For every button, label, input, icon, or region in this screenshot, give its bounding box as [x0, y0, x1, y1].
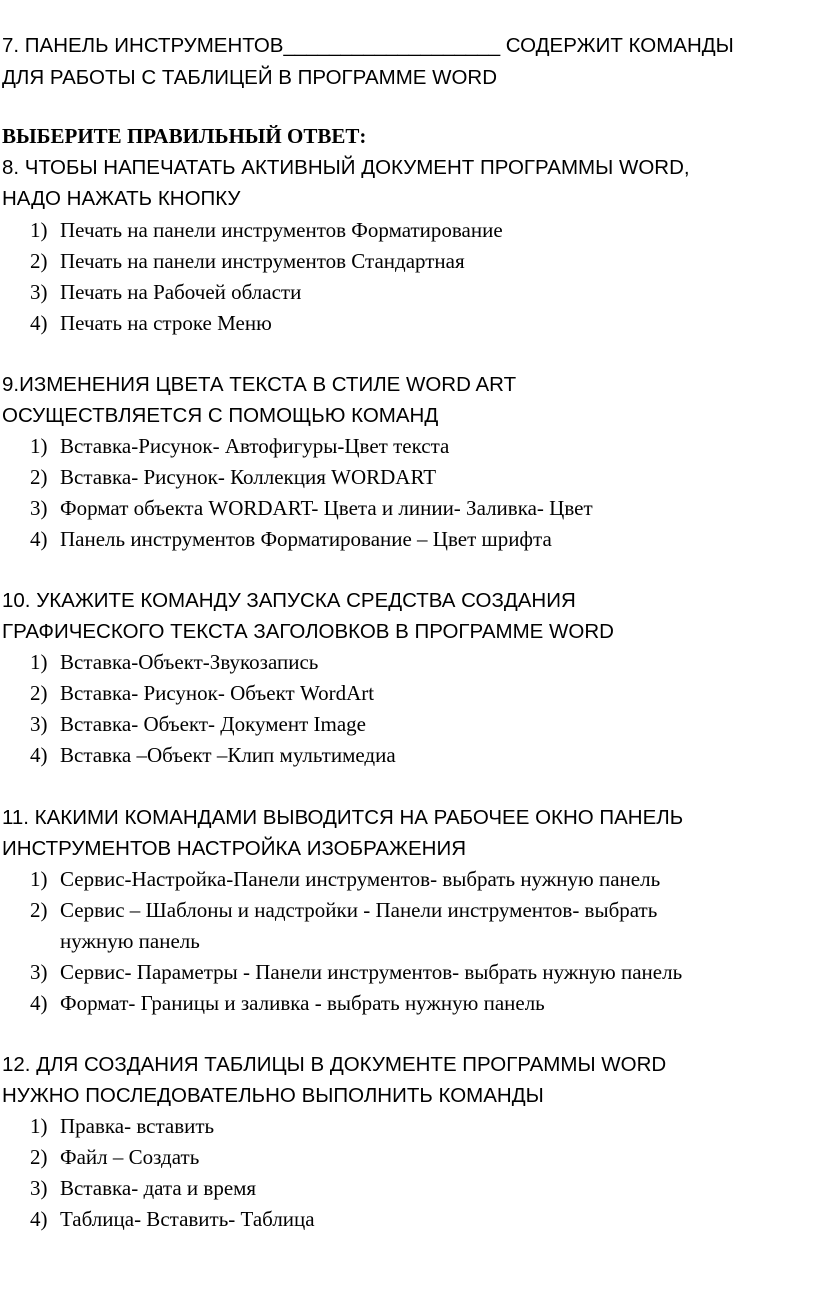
q10-option-4	[30, 740, 396, 771]
option-number: 4)	[30, 991, 48, 1015]
option-text: Вставка-Объект-Звукозапись	[60, 650, 319, 674]
option-number: 3)	[30, 960, 48, 984]
option-number: 4)	[30, 743, 48, 767]
q7-line-1: 7. ПАНЕЛЬ ИНСТРУМЕНТОВ___________________ СОДЕРЖИТ КОМАНДЫ	[2, 34, 734, 57]
q11-line-2: ИНСТРУМЕНТОВ НАСТРОЙКА ИЗОБРАЖЕНИЯ	[2, 837, 466, 860]
option-text: Печать на панели инструментов Стандартная	[60, 249, 465, 273]
q8-option-4	[30, 308, 272, 339]
option-text: Печать на строке Меню	[60, 311, 272, 335]
option-text: Формат- Границы и заливка - выбрать нужную панель	[60, 991, 545, 1015]
option-number: 1)	[30, 434, 48, 458]
q12-line-2: НУЖНО ПОСЛЕДОВАТЕЛЬНО ВЫПОЛНИТЬ КОМАНДЫ	[2, 1084, 544, 1107]
option-text: Файл – Создать	[60, 1145, 200, 1169]
q10-option-1	[30, 647, 318, 678]
q9-line-1: 9.ИЗМЕНЕНИЯ ЦВЕТА ТЕКСТА В СТИЛЕ WORD ART	[2, 373, 517, 396]
option-text: Сервис – Шаблоны и надстройки - Панели инструментов- выбрать	[60, 898, 658, 922]
option-number: 2)	[30, 465, 48, 489]
option-text: Сервис- Параметры - Панели инструментов- выбрать нужную панель	[60, 960, 683, 984]
q10-option-2	[30, 678, 374, 709]
q11-option-2	[30, 895, 657, 926]
q12-option-3	[30, 1173, 256, 1204]
q11-option-1	[30, 864, 660, 895]
q11-line-1: 11. КАКИМИ КОМАНДАМИ ВЫВОДИТСЯ НА РАБОЧЕЕ ОКНО ПАНЕЛЬ	[2, 806, 684, 829]
q11-option-2-continuation: нужную панель	[60, 929, 200, 953]
option-number: 1)	[30, 867, 48, 891]
q9-option-1	[30, 431, 449, 462]
q8-option-1	[30, 215, 503, 246]
option-text: Вставка- дата и время	[60, 1176, 257, 1200]
option-text: Печать на Рабочей области	[60, 280, 302, 304]
option-number: 2)	[30, 249, 48, 273]
option-number: 4)	[30, 1207, 48, 1231]
q8-option-2	[30, 246, 465, 277]
option-number: 2)	[30, 898, 48, 922]
q10-line-1: 10. УКАЖИТЕ КОМАНДУ ЗАПУСКА СРЕДСТВА СОЗДАНИЯ	[2, 589, 576, 612]
instruction-heading: ВЫБЕРИТЕ ПРАВИЛЬНЫЙ ОТВЕТ:	[2, 124, 367, 148]
q8-line-2: НАДО НАЖАТЬ КНОПКУ	[2, 187, 241, 210]
option-text: Сервис-Настройка-Панели инструментов- выбрать нужную панель	[60, 867, 661, 891]
option-text: Таблица- Вставить- Таблица	[60, 1207, 315, 1231]
q11-option-4	[30, 988, 545, 1019]
option-text: Печать на панели инструментов Форматирование	[60, 218, 503, 242]
option-text: Вставка –Объект –Клип мультимедиа	[60, 743, 396, 767]
q9-option-3	[30, 493, 593, 524]
option-number: 3)	[30, 1176, 48, 1200]
q9-option-2	[30, 462, 436, 493]
q8-line-1: 8. ЧТОБЫ НАПЕЧАТАТЬ АКТИВНЫЙ ДОКУМЕНТ ПРОГРАММЫ WORD,	[2, 156, 690, 179]
q9-line-2: ОСУЩЕСТВЛЯЕТСЯ С ПОМОЩЬЮ КОМАНД	[2, 404, 439, 427]
q7-line-2: ДЛЯ РАБОТЫ С ТАБЛИЦЕЙ В ПРОГРАММЕ WORD	[2, 66, 498, 89]
option-text: Вставка- Рисунок- Объект WordArt	[60, 681, 375, 705]
option-number: 3)	[30, 280, 48, 304]
option-number: 1)	[30, 1114, 48, 1138]
q11-option-3	[30, 957, 682, 988]
q12-option-2	[30, 1142, 199, 1173]
option-number: 3)	[30, 496, 48, 520]
option-text: Формат объекта WORDART- Цвета и линии- Заливка- Цвет	[60, 496, 593, 520]
option-text: Вставка- Рисунок- Коллекция WORDART	[60, 465, 437, 489]
q9-option-4	[30, 524, 552, 555]
q12-option-1	[30, 1111, 214, 1142]
option-text: Вставка-Рисунок- Автофигуры-Цвет текста	[60, 434, 450, 458]
option-text: Правка- вставить	[60, 1114, 215, 1138]
option-number: 2)	[30, 681, 48, 705]
q10-line-2: ГРАФИЧЕСКОГО ТЕКСТА ЗАГОЛОВКОВ В ПРОГРАММЕ WORD	[2, 620, 614, 643]
option-number: 2)	[30, 1145, 48, 1169]
option-text: Вставка- Объект- Документ Image	[60, 712, 366, 736]
q12-option-4	[30, 1204, 315, 1235]
q10-option-3	[30, 709, 366, 740]
option-number: 1)	[30, 650, 48, 674]
q12-line-1: 12. ДЛЯ СОЗДАНИЯ ТАБЛИЦЫ В ДОКУМЕНТЕ ПРОГРАММЫ WORD	[2, 1053, 667, 1076]
option-text: Панель инструментов Форматирование – Цвет шрифта	[60, 527, 552, 551]
option-number: 3)	[30, 712, 48, 736]
option-number: 4)	[30, 311, 48, 335]
q8-option-3	[30, 277, 301, 308]
option-number: 1)	[30, 218, 48, 242]
option-number: 4)	[30, 527, 48, 551]
